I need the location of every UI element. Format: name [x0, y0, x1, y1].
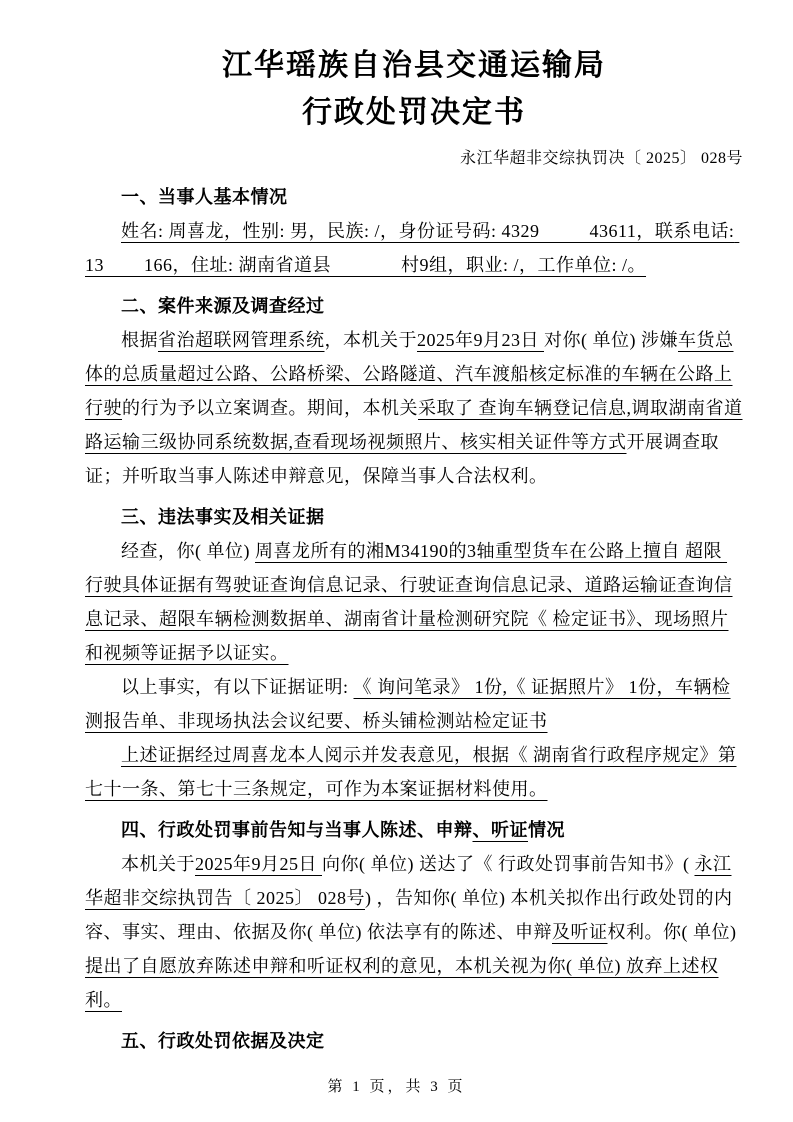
text-run: 根据 [121, 330, 158, 350]
page-footer: 第 1 页，共 3 页 [327, 1079, 466, 1095]
section-heading [85, 500, 743, 534]
text-run: 对你( 单位) 涉嫌 [544, 330, 678, 350]
text-run: 2025年9月23日 [417, 330, 544, 350]
text-run: 四、行政处罚事前告知与当事人陈述、申辩 [121, 820, 473, 840]
paragraph [85, 847, 743, 1017]
paragraph [85, 534, 743, 670]
section-heading [85, 180, 743, 214]
text-run: 向你( 单位) 送达了《 行政处罚事前告知书》( [322, 854, 695, 874]
text-run: 2025年9月25日 [195, 854, 322, 874]
document-title-line2: 行政处罚决定书 [302, 96, 526, 129]
document-number: 永江华超非交综执罚决〔 2025〕 028号 [459, 150, 743, 167]
text-run: 采取了 查询车辆登记信息,调取湖南省道路运输三级协同系统数据,查看现场视频照片、核实相关证件等方式 [85, 398, 743, 452]
text-run: 及听证 [552, 922, 608, 942]
text-run: 经查，你( 单位) [121, 541, 255, 561]
section-heading [85, 1024, 743, 1058]
text-run: 三、违法事实及相关证据 [121, 507, 325, 527]
paragraph [85, 214, 743, 282]
paragraph [85, 670, 743, 738]
text-run: 的行为予以立案调查。期间，本机关 [122, 398, 418, 418]
text-run: 《 询问笔录》 1份,《 证据照片》 1份，车辆检测报告单、非现场执法会议纪要、桥头铺检测站检定证书 [85, 677, 731, 731]
text-run: 永江华超非交综执罚告〔 2025〕 028号 [85, 854, 732, 908]
text-run: 一、当事人基本情况 [121, 187, 288, 207]
text-run: 权利。你( 单位) [607, 922, 742, 942]
document-title-line1: 江华瑶族自治县交通运输局 [222, 49, 606, 82]
text-run: 本机关于 [121, 854, 195, 874]
section-heading [85, 289, 743, 323]
text-run: 情况 [528, 820, 565, 840]
paragraph [85, 738, 743, 806]
text-run: 上述证据经过周喜龙本人阅示并发表意见，根据《 湖南省行政程序规定》第七十一条、第七十三条规定，可作为本案证据材料使用。 [85, 745, 737, 799]
text-run: 车货总体的总质量超过公路、公路桥梁、公路隧道、汽车渡船核定标准的车辆在公路上行驶 [85, 330, 734, 418]
document-body [85, 180, 743, 1058]
text-run: ) ，告知你( 单位) 本机关拟作出行政处罚的内容、事实、理由、依据及你( 单位) 依法享有的陈述、申辩 [85, 888, 733, 942]
text-run: 、听证 [472, 820, 528, 840]
section-heading [85, 813, 743, 847]
text-run: 提出了自愿放弃陈述申辩和听证权利的意见，本机关视为你( 单位) 放弃上述权利。 [85, 956, 719, 1010]
text-run: 开展调查取证；并听取当事人陈述申辩意见，保障当事人合法权利。 [85, 432, 719, 486]
text-run: 二、案件来源及调查经过 [121, 296, 325, 316]
text-run: 省治超联网管理系统 [158, 330, 325, 350]
text-run: 姓名: 周喜龙，性别: 男，民族: /，身份证号码: 4329 43611，联系电话: 13 166，住址: 湖南省道县 村9组，职业: /，工作单位: /。 [85, 221, 740, 275]
text-run: 以上事实，有以下证据证明: [121, 677, 354, 697]
text-run: 五、行政处罚依据及决定 [121, 1031, 325, 1051]
text-run: 周喜龙所有的湘M34190的3轴重型货车在公路上擅自 超限 行驶具体证据有驾驶证查询信息记录、行驶证查询信息记录、道路运输证查询信息记录、超限车辆检测数据单、湖南省计量检测研究院《 检定证书》、现场照片和视频等证据予以证实。 [85, 541, 733, 663]
paragraph [85, 323, 743, 493]
text-run: ，本机关于 [324, 330, 417, 350]
